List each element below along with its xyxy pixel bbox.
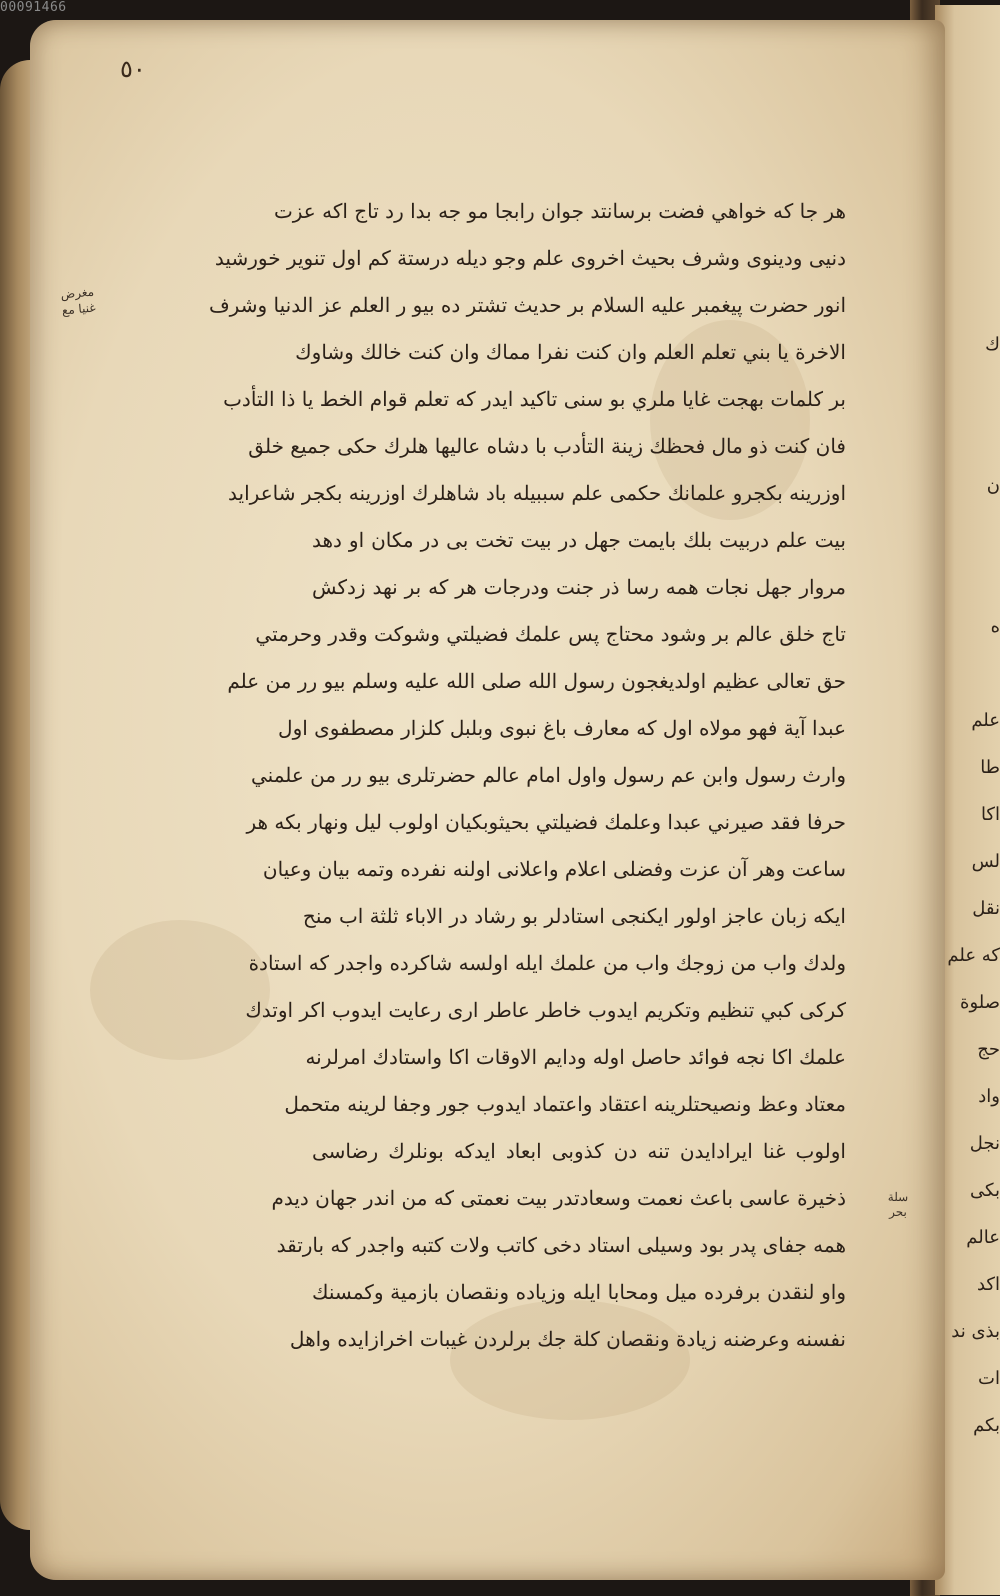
facing-page-fragment: علم [971, 710, 1000, 731]
facing-page-fragment [946, 415, 1000, 462]
facing-page-fragment: اكا [980, 804, 1000, 825]
text-line: كركى كبي تنظيم وتكريم ايدوب خاطر عاطر ارى رعايت ايدوب اكر اوتدك [245, 998, 846, 1022]
text-line: حق تعالى عظيم اولديغجون رسول الله صلى الله عليه وسلم بيو رر من علم [227, 669, 846, 693]
margin-note-right: سلة بحر [887, 1190, 909, 1219]
text-line: فان كنت ذو مال فحظك زينة التأدب با دشاه عاليها هلرك حكى جميع خلق [248, 434, 846, 458]
text-line: بر كلمات بهجت غايا ملري بو سنى تاكيد ايدر كه تعلم قوام الخط يا ذا التأدب [223, 387, 846, 411]
text-line: الاخرة يا بني تعلم العلم وان كنت نفرا مماك وان كنت خالك وشاوك [295, 340, 846, 364]
facing-page-text [946, 180, 1000, 1436]
text-line: وارث رسول وابن عم رسول واول امام عالم حضرتلرى بيو رر من علمني [250, 763, 846, 787]
text-line: دنيى ودينوى وشرف بحيث اخروى علم وجو ديله درستة كم اول تنوير خورشيد [214, 246, 846, 270]
text-line: ولدك واب من زوجك واب من علمك ايله اولسه شاكرده واجدر كه استادة [248, 951, 846, 975]
text-line: بيت علم دربيت بلك بايمت جهل در بيت تخت بى در مكان او دهد [312, 528, 846, 552]
facing-page-fragment: ك [985, 334, 1000, 355]
text-line: عبدا آية فهو مولاه اول كه معارف باغ نبوى وبلبل كلزار مصطفوى اول [278, 716, 846, 740]
facing-page-fragment: ه [990, 616, 1000, 637]
text-line: واو لنقدن برفرده ميل ومحابا ايله وزياده ونقصان بازمية وكمسنك [312, 1280, 846, 1304]
facing-page-fragment: صلوة [960, 992, 1000, 1013]
facing-page-fragment: حج [977, 1039, 1000, 1060]
text-line: همه جفاى پدر بود وسيلى استاد دخى كاتب ولات كتبه واجدر كه بارتقد [276, 1233, 846, 1257]
text-line: تاج خلق عالم بر وشود محتاج پس علمك فضيلتي وشوكت وقدر وحرمتي [255, 622, 846, 646]
facing-page-fragment: واد [978, 1086, 1000, 1107]
text-line: هر جا كه خواهي فضت برسانتد جوان رابجا مو جه بدا رد تاج اكه عزت [273, 199, 846, 223]
page-number: ٥٠ [120, 55, 146, 83]
facing-page-fragment [946, 556, 1000, 603]
text-line: حرفا فقد صيرني عبدا وعلمك فضيلتي بحيثوبكيان اولوب ليل ونهار بكه هر [246, 810, 846, 834]
catalog-id: 00091466 [0, 0, 67, 15]
facing-page-fragment: اكد [976, 1274, 1000, 1295]
text-line: مروار جهل نجات همه رسا ذر جنت ودرجات هر كه بر نهد زدكش [312, 575, 846, 599]
facing-page-fragment [946, 368, 1000, 415]
facing-page-fragment [946, 180, 1000, 227]
facing-page-fragment: لس [971, 851, 1000, 872]
facing-page-fragment: بكم [973, 1415, 1000, 1436]
facing-page-fragment: طا [980, 757, 1000, 778]
facing-page-fragment: ن [986, 475, 1000, 496]
main-text-block [208, 188, 846, 1363]
facing-page-fragment: بذى ند [951, 1321, 1000, 1342]
facing-page-fragment [946, 227, 1000, 274]
text-line: ايكه زبان عاجز اولور ايكنجى استادلر بو رشاد در الاباء ثلثة اب منح [302, 904, 846, 928]
margin-note-left: مغرض غنيا مع [60, 284, 97, 318]
facing-page-fragment: نقل [972, 898, 1000, 919]
facing-page-fragment: عالم [966, 1227, 1000, 1248]
facing-page-fragment [946, 509, 1000, 556]
text-line: علمك اكا نجه فوائد حاصل اوله ودايم الاوقات اكا واستادك امرلرنه [305, 1045, 846, 1069]
text-line: معتاد وعظ ونصيحتلرينه اعتقاد واعتماد ايدوب جور وجفا لرينه متحمل [284, 1092, 846, 1116]
facing-page-fragment: نجل [969, 1133, 1000, 1154]
text-line: اوزرينه بكجرو علمانك حكمى علم سببيله باد شاهلرك اوزرينه بكجر شاعرايد [228, 481, 846, 505]
facing-page-fragment: بكى [970, 1180, 1000, 1201]
facing-page-fragment: ات [978, 1368, 1000, 1389]
facing-page-fragment: كه علم [947, 945, 1000, 966]
text-line: اولوب غنا ايرادايدن تنه دن كذوبى ابعاد ايدكه بونلرك رضاسى [312, 1139, 846, 1163]
text-line: ذخيرة عاسى باعث نعمت وسعادتدر بيت نعمتى كه من اندر جهان ديدم [271, 1186, 846, 1210]
text-line: انور حضرت پيغمبر عليه السلام بر حديث تشتر ده بيو ر العلم عز الدنيا وشرف [208, 293, 846, 317]
facing-page-fragment [946, 274, 1000, 321]
text-line: نفسنه وعرضنه زيادة ونقصان كلة جك برلردن غيبات اخرازايده واهل [289, 1327, 846, 1351]
text-line: ساعت وهر آن عزت وفضلى اعلام واعلانى اولنه نفرده وتمه بيان وعيان [262, 857, 846, 881]
facing-page-fragment [946, 650, 1000, 697]
